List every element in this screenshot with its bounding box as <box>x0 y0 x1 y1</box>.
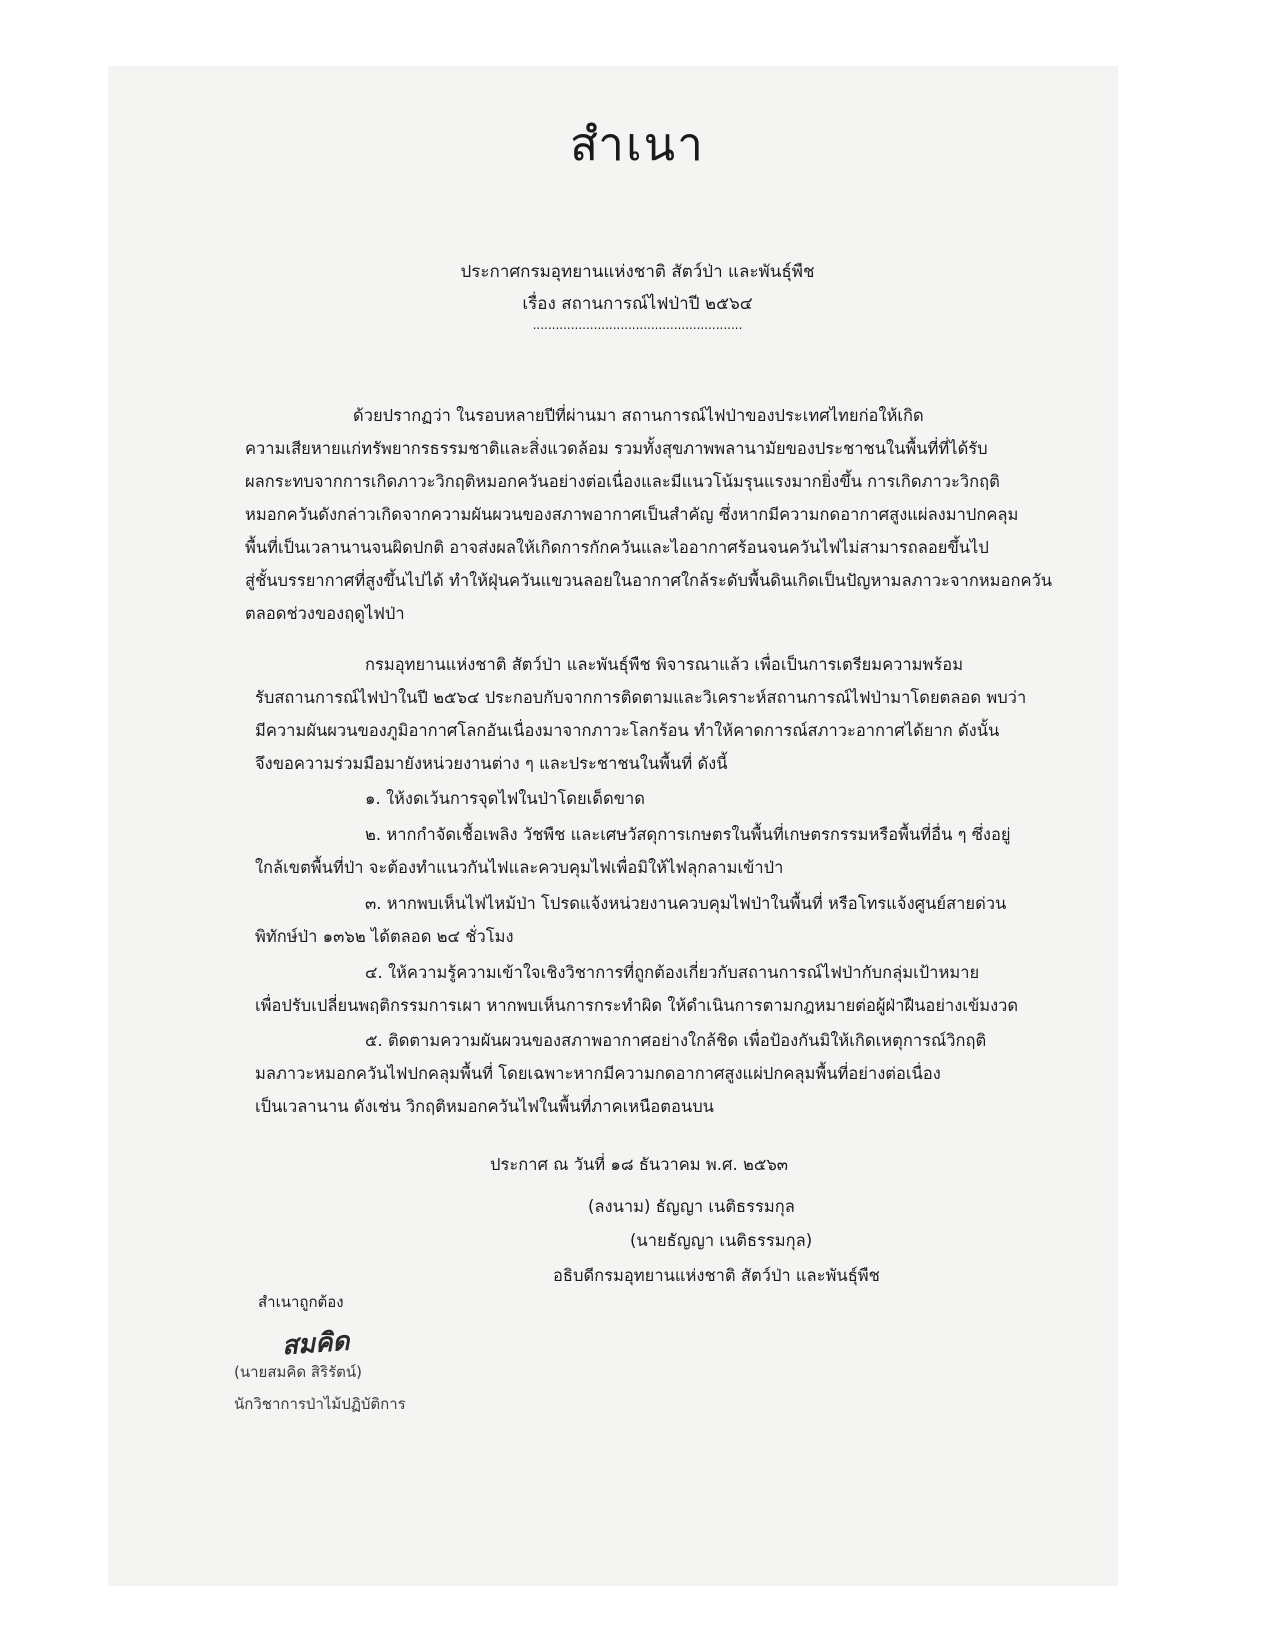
paragraph-line: จึงขอความร่วมมือมายังหน่วยงานต่าง ๆ และประชาชนในพื้นที่ ดังนี้ <box>255 754 728 773</box>
announcement-date: ประกาศ ณ วันที่ ๑๘ ธันวาคม พ.ศ. ๒๕๖๓ <box>490 1155 789 1174</box>
paragraph-line: สู่ชั้นบรรยากาศที่สูงขึ้นไปได้ ทำให้ฝุ่นควันแขวนลอยในอากาศใกล้ระดับพื้นดินเกิดเป็นปัญหามลภาวะจากหมอกควัน <box>245 571 1053 590</box>
list-item: ๒. หากกำจัดเชื้อเพลิง วัชพืช และเศษวัสดุการเกษตรในพื้นที่เกษตรกรรมหรือพื้นที่อื่น ๆ ซึ่งอยู่ <box>365 825 1011 844</box>
paragraph-line: ผลกระทบจากการเกิดภาวะวิกฤติหมอกควันอย่างต่อเนื่องและมีแนวโน้มรุนแรงมากยิ่งขึ้น การเกิดภาวะวิกฤติ <box>245 472 1000 491</box>
list-item: ๑. ให้งดเว้นการจุดไฟในป่าโดยเด็ดขาด <box>365 789 645 808</box>
list-item: ๕. ติดตามความผันผวนของสภาพอากาศอย่างใกล้ชิด เพื่อป้องกันมิให้เกิดเหตุการณ์วิกฤติ <box>365 1031 987 1050</box>
paragraph-line: กรมอุทยานแห่งชาติ สัตว์ป่า และพันธุ์พืช พิจารณาแล้ว เพื่อเป็นการเตรียมความพร้อม <box>365 655 964 674</box>
list-item-continuation: พิทักษ์ป่า ๑๓๖๒ ได้ตลอด ๒๔ ชั่วโมง <box>255 927 514 946</box>
list-item-continuation: ใกล้เขตพื้นที่ป่า จะต้องทำแนวกันไฟและควบคุมไฟเพื่อมิให้ไฟลุกลามเข้าป่า <box>255 858 784 877</box>
signer-name: (นายธัญญา เนติธรรมกุล) <box>630 1231 813 1250</box>
announcement-subject: เรื่อง สถานการณ์ไฟป่าปี ๒๕๖๔ <box>522 294 753 314</box>
paragraph-line: หมอกควันดังกล่าวเกิดจากความผันผวนของสภาพอากาศเป็นสำคัญ ซึ่งหากมีความกดอากาศสูงแผ่ลงมาปกคลุม <box>245 505 1019 524</box>
copy-stamp-title: สำเนา <box>570 117 705 171</box>
certifier-position: นักวิชาการป่าไม้ปฏิบัติการ <box>234 1395 406 1413</box>
certifier-name: (นายสมคิด สิริรัตน์) <box>234 1363 363 1381</box>
list-item: ๓. หากพบเห็นไฟไหม้ป่า โปรดแจ้งหน่วยงานควบคุมไฟป่าในพื้นที่ หรือโทรแจ้งศูนย์สายด่วน <box>365 894 1007 913</box>
paragraph-line: มีความผันผวนของภูมิอากาศโลกอันเนื่องมาจากภาวะโลกร้อน ทำให้คาดการณ์สภาวะอากาศได้ยาก ดังนั้น <box>255 721 1000 740</box>
certified-copy-label: สำเนาถูกต้อง <box>258 1293 344 1311</box>
heading-divider: ....................................................... <box>532 318 743 332</box>
handwritten-signature: สมคิด <box>281 1326 351 1362</box>
paragraph-line: ด้วยปรากฏว่า ในรอบหลายปีที่ผ่านมา สถานการณ์ไฟป่าของประเทศไทยก่อให้เกิด <box>353 406 924 425</box>
list-item-continuation: เป็นเวลานาน ดังเช่น วิกฤติหมอกควันไฟในพื้นที่ภาคเหนือตอนบน <box>255 1097 714 1116</box>
paragraph-line: พื้นที่เป็นเวลานานจนผิดปกติ อาจส่งผลให้เกิดการกักควันและไออากาศร้อนจนควันไฟไม่สามารถลอยขึ้นไป <box>245 538 989 557</box>
signer-position: อธิบดีกรมอุทยานแห่งชาติ สัตว์ป่า และพันธุ์พืช <box>553 1266 880 1285</box>
list-item: ๔. ให้ความรู้ความเข้าใจเชิงวิชาการที่ถูกต้องเกี่ยวกับสถานการณ์ไฟป่ากับกลุ่มเป้าหมาย <box>365 963 980 982</box>
paragraph-line: ความเสียหายแก่ทรัพยากรธรรมชาติและสิ่งแวดล้อม รวมทั้งสุขภาพพลานามัยของประชาชนในพื้นที่ที่ได้รับ <box>245 439 988 458</box>
list-item-continuation: เพื่อปรับเปลี่ยนพฤติกรรมการเผา หากพบเห็นการกระทำผิด ให้ดำเนินการตามกฎหมายต่อผู้ฝ่าฝืนอย่างเข้มงวด <box>255 996 1019 1015</box>
signed-name: (ลงนาม) ธัญญา เนติธรรมกุล <box>588 1197 795 1216</box>
list-item-continuation: มลภาวะหมอกควันไฟปกคลุมพื้นที่ โดยเฉพาะหากมีความกดอากาศสูงแผ่ปกคลุมพื้นที่อย่างต่อเนื่อง <box>255 1064 941 1083</box>
paragraph-line: รับสถานการณ์ไฟป่าในปี ๒๕๖๔ ประกอบกับจากการติดตามและวิเคราะห์สถานการณ์ไฟป่ามาโดยตลอด พบว่า <box>255 688 1027 707</box>
announcement-heading: ประกาศกรมอุทยานแห่งชาติ สัตว์ป่า และพันธุ์พืช <box>460 262 815 282</box>
paragraph-line: ตลอดช่วงของฤดูไฟป่า <box>245 604 405 623</box>
